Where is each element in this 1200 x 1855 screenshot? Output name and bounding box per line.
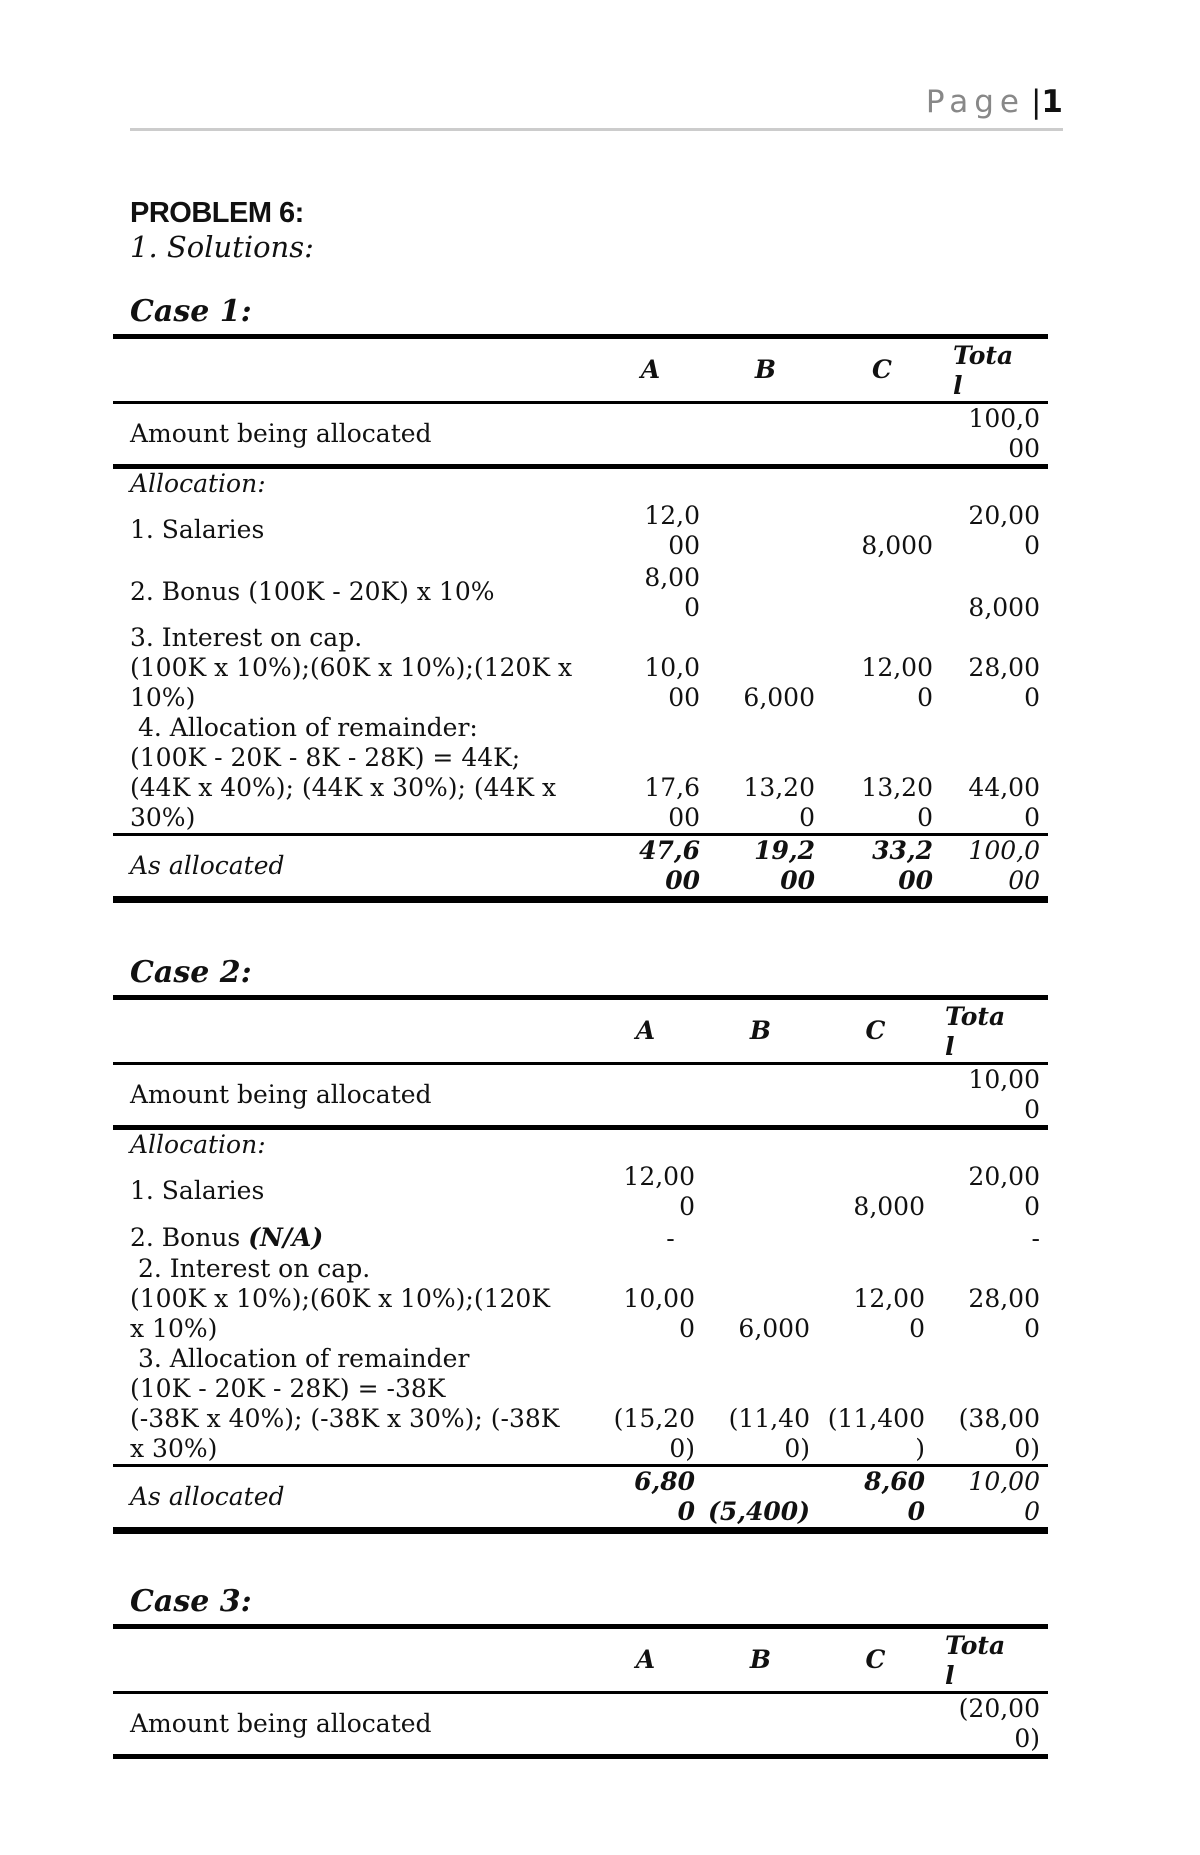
col-a-header: A [588,998,703,1064]
page-number: 1 [1041,84,1063,120]
remainder-c: (11,400 ) [827,1404,925,1463]
bonus-a: - [666,1224,675,1253]
col-b-header: B [708,337,823,403]
case-2-table [113,995,1048,1534]
interest-a: 10,0 00 [644,653,700,712]
amount-total: 100,0 00 [941,403,1048,467]
allocation-label: Allocation: [113,467,593,500]
table-header-row [113,337,1048,403]
amount-label: Amount being allocated [113,403,593,467]
as-allocated-a: 47,6 00 [593,835,708,900]
interest-b: 6,000 [743,683,815,712]
interest-total: 28,00 0 [968,1284,1040,1343]
col-total-header: Tota l [933,1627,1048,1693]
col-total-header: Tota l [941,337,1048,403]
case-1-table [113,334,1048,903]
allocation-label: Allocation: [113,1128,588,1161]
allocation-heading-row [113,467,1048,500]
col-c-header: C [818,1627,933,1693]
as-allocated-c: 33,2 00 [823,835,941,900]
col-b-header: B [703,998,818,1064]
remainder-b: 13,20 0 [743,773,815,832]
case-3-table [113,1624,1048,1759]
remainder-a: (15,20 0) [613,1404,695,1463]
remainder-row [113,713,1048,835]
bonus-total: - [1031,1224,1040,1253]
interest-c: 12,00 0 [853,1284,925,1343]
as-allocated-c: 8,60 0 [818,1466,933,1531]
salaries-total: 20,00 0 [968,501,1040,560]
interest-c: 12,00 0 [861,653,933,712]
salaries-a: 12,00 0 [623,1162,695,1221]
amount-label: Amount being allocated [113,1064,588,1128]
solutions-subtitle: 1. Solutions: [130,230,314,264]
salaries-label: 1. Salaries [130,515,265,544]
remainder-b: (11,40 0) [728,1404,810,1463]
bonus-row [113,1222,1048,1254]
as-allocated-total: 100,0 00 [941,835,1048,900]
interest-row [113,623,1048,713]
page-label: Page [925,84,1025,120]
allocation-heading-row [113,1128,1048,1161]
remainder-total: 44,00 0 [968,773,1040,832]
salaries-total: 20,00 0 [968,1162,1040,1221]
col-c-header: C [818,998,933,1064]
page-header [130,84,1063,131]
table-header-row [113,1627,1048,1693]
col-a-header: A [588,1627,703,1693]
interest-row [113,1254,1048,1344]
salaries-a: 12,0 00 [644,501,700,560]
interest-b: 6,000 [738,1314,810,1343]
bonus-label: 2. Bonus (100K - 20K) x 10% [130,577,495,606]
bonus-a: 8,00 0 [644,563,700,622]
remainder-a: 17,6 00 [644,773,700,832]
amount-total: 10,00 0 [933,1064,1048,1128]
as-allocated-b: 19,2 00 [708,835,823,900]
col-a-header: A [593,337,708,403]
col-b-header: B [703,1627,818,1693]
remainder-row [113,1344,1048,1466]
page-separator: | [1030,84,1042,120]
interest-label: 2. Interest on cap. (100K x 10%);(60K x 10%);(120K x 10%) [130,1254,551,1343]
interest-label: 3. Interest on cap. (100K x 10%);(60K x 10%);(120K x 10%) [130,623,573,712]
salaries-row [113,1160,1048,1222]
as-allocated-label: As allocated [113,835,593,900]
col-c-header: C [823,337,941,403]
problem-title: PROBLEM 6: [130,197,304,229]
as-allocated-label: As allocated [113,1466,588,1531]
remainder-total: (38,00 0) [958,1404,1040,1463]
table-header-row [113,998,1048,1064]
amount-total: (20,00 0) [933,1693,1048,1757]
salaries-c: 8,000 [853,1192,925,1221]
salaries-row [113,499,1048,561]
remainder-label: 4. Allocation of remainder: (100K - 20K - 8K - 28K) = 44K; (44K x 40%); (44K x 30%); (44K x 30%) [130,713,557,832]
remainder-c: 13,20 0 [861,773,933,832]
interest-a: 10,00 0 [623,1284,695,1343]
as-allocated-a: 6,80 0 [588,1466,703,1531]
as-allocated-row [113,835,1048,900]
bonus-row [113,561,1048,623]
amount-row [113,403,1048,467]
amount-row [113,1064,1048,1128]
interest-total: 28,00 0 [968,653,1040,712]
amount-row [113,1693,1048,1757]
as-allocated-row [113,1466,1048,1531]
salaries-label: 1. Salaries [130,1176,265,1205]
as-allocated-total: 10,00 0 [933,1466,1048,1531]
case-3-title: Case 3: [130,1584,252,1619]
bonus-label: 2. Bonus (N/A) [130,1223,324,1252]
case-1-title: Case 1: [130,294,252,329]
as-allocated-b: (5,400) [703,1466,818,1531]
case-2-title: Case 2: [130,955,252,990]
amount-label: Amount being allocated [113,1693,588,1757]
col-total-header: Tota l [933,998,1048,1064]
salaries-c: 8,000 [861,531,933,560]
bonus-total: 8,000 [968,593,1040,622]
remainder-label: 3. Allocation of remainder (10K - 20K - 28K) = -38K (-38K x 40%); (-38K x 30%); (-38K x 30%) [130,1344,560,1463]
